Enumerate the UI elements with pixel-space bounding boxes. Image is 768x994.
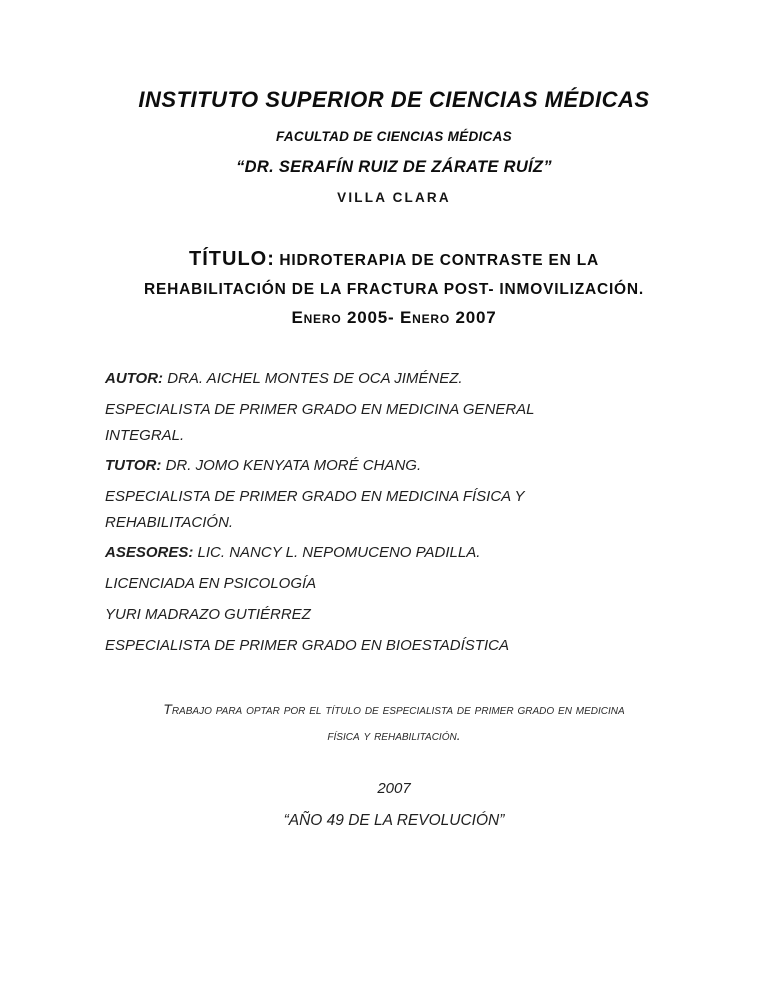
title-period: Enero 2005- Enero 2007 (291, 308, 497, 327)
title-block (20, 245, 768, 329)
footnote-block (20, 696, 768, 748)
author-label: AUTOR: (105, 370, 164, 387)
advisors-label: ASESORES: (105, 544, 194, 561)
tutor-detail-line: REHABILITACIÓN. (105, 513, 234, 531)
footnote-line: física y rehabilitación. (327, 727, 461, 743)
location-name: VILLA CLARA (337, 190, 451, 205)
advisor-detail-line: LICENCIADA EN PSICOLOGÍA (105, 575, 317, 592)
author-name: DRA. AICHEL MONTES DE OCA JIMÉNEZ. (167, 370, 463, 387)
title-line-1 (20, 245, 768, 275)
title-text-line2: REHABILITACIÓN DE LA FRACTURA POST- INMOVILIZACIÓN. (143, 281, 645, 298)
tutor-line (105, 453, 768, 479)
footnote-line: Trabajo para optar por el título de especialista de primer grado en medicina (163, 701, 625, 717)
author-detail (105, 397, 768, 448)
title-text-line1: HIDROTERAPIA DE CONTRASTE EN LA (279, 252, 599, 269)
footer-block (20, 776, 768, 834)
advisors-line (105, 540, 768, 566)
author-detail-line: INTEGRAL. (105, 426, 185, 444)
advisor-detail-line: YURI MADRAZO GUTIÉRREZ (105, 606, 311, 623)
tutor-detail (105, 484, 768, 535)
tutor-label: TUTOR: (105, 457, 162, 474)
school-name: “DR. SERAFÍN RUIZ DE ZÁRATE RUÍZ” (236, 158, 552, 176)
advisor-detail-line: ESPECIALISTA DE PRIMER GRADO EN BIOESTADÍSTICA (105, 637, 509, 654)
title-label: TÍTULO: (189, 248, 275, 270)
tutor-detail-line: ESPECIALISTA DE PRIMER GRADO EN MEDICINA FÍSICA Y (105, 488, 525, 505)
faculty-name: FACULTAD DE CIENCIAS MÉDICAS (276, 129, 512, 144)
credits-block (105, 366, 768, 659)
tutor-name: DR. JOMO KENYATA MORÉ CHANG. (165, 457, 422, 474)
advisor-name: LIC. NANCY L. NEPOMUCENO PADILLA. (197, 544, 481, 561)
author-line (105, 366, 768, 392)
slogan: “AÑO 49 DE LA REVOLUCIÓN” (283, 812, 505, 829)
document-header (20, 85, 768, 207)
institution-name: INSTITUTO SUPERIOR DE CIENCIAS MÉDICAS (138, 87, 650, 112)
year: 2007 (377, 780, 411, 797)
author-detail-line: ESPECIALISTA DE PRIMER GRADO EN MEDICINA GENERAL (105, 401, 535, 418)
